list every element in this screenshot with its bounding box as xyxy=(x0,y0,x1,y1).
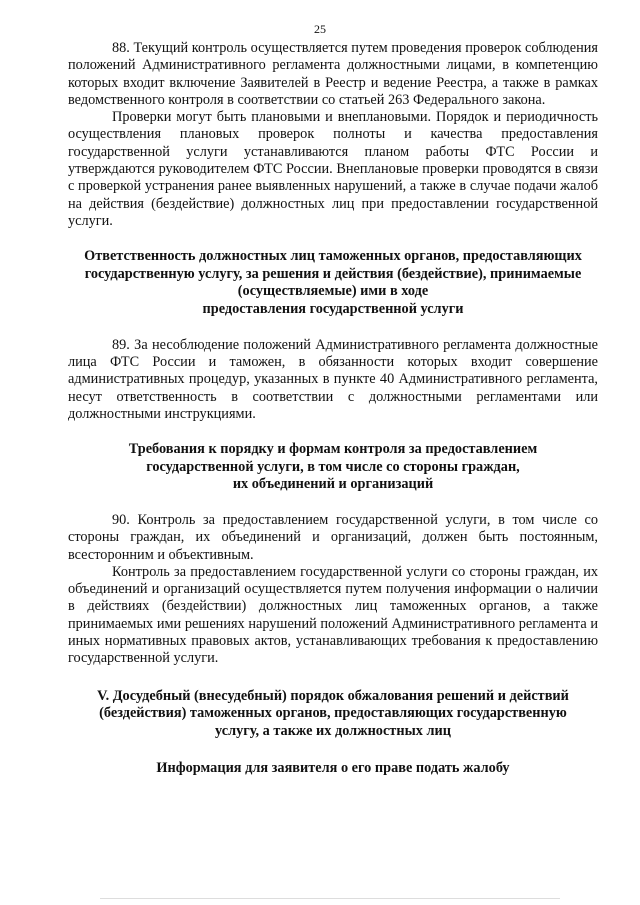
heading-control-requirements xyxy=(68,441,598,494)
heading-line: их объединений и организаций xyxy=(232,476,434,493)
heading-line: (осуществляемые) ими в ходе xyxy=(237,283,429,300)
document-body xyxy=(68,40,598,778)
heading-line: V. Досудебный (внесудебный) порядок обжалования решений и действий xyxy=(97,687,569,704)
heading-line: предоставления государственной услуги xyxy=(202,301,464,318)
heading-complaint-info: Информация для заявителя о его праве подать жалобу xyxy=(156,760,510,777)
paragraph-90-public-control: Контроль за предоставлением государственной услуги со стороны граждан, их объединений и организаций осуществляется путем получения информации о наличии в действиях (бездействии) должностных лиц таможенных органов, а также принимаемых ими решениях нарушений положений Административного регламента и иных нормативных правовых актов, устанавливающих требования к предоставлению государственной услуги. xyxy=(68,563,598,667)
page-number: 25 xyxy=(314,22,326,36)
paragraph-89: 89. За несоблюдение положений Административного регламента должностные лица ФТС России и таможен, в обязанности которых входит совершение административных процедур, указанных в пункте 40 Административного регламента, несут ответственность в соответствии с должностными регламентами или должностными инструкциями. xyxy=(68,336,598,422)
heading-line: Ответственность должностных лиц таможенных органов, предоставляющих xyxy=(84,248,582,265)
scan-edge xyxy=(100,898,560,899)
heading-line: Требования к порядку и формам контроля за предоставлением xyxy=(128,441,538,458)
heading-section-v xyxy=(68,688,598,741)
paragraph-88: 88. Текущий контроль осуществляется путем проведения проверок соблюдения положений Административного регламента должностными лицами, в компетенцию которых входит включение Заявителей в Реестр и ведение Реестра, а также в рамках ведомственного контроля в соответствии со статьей 263 Федерального закона. xyxy=(68,40,598,108)
heading-responsibility xyxy=(68,248,598,318)
heading-line: (бездействия) таможенных органов, предоставляющих государственную xyxy=(99,705,567,722)
heading-line: услугу, а также их должностных лиц xyxy=(215,722,451,739)
heading-line: государственной услуги, в том числе со стороны граждан, xyxy=(146,458,520,475)
paragraph-90: 90. Контроль за предоставлением государственной услуги, в том числе со стороны граждан, их объединений и организаций, должен быть постоянным, всесторонним и объективным. xyxy=(68,511,598,563)
paragraph-88-inspections: Проверки могут быть плановыми и внеплановыми. Порядок и периодичность осуществления плановых проверок полноты и качества предоставления государственной услуги устанавливаются планом работы ФТС России и утверждаются руководителем ФТС России. Внеплановые проверки проводятся в связи с проверкой устранения ранее выявленных нарушений, а также в случае подачи жалоб на действия (бездействие) должностных лиц при предоставлении государственной услуги. xyxy=(68,109,598,229)
heading-line: государственную услугу, за решения и действия (бездействие), принимаемые xyxy=(84,265,582,282)
